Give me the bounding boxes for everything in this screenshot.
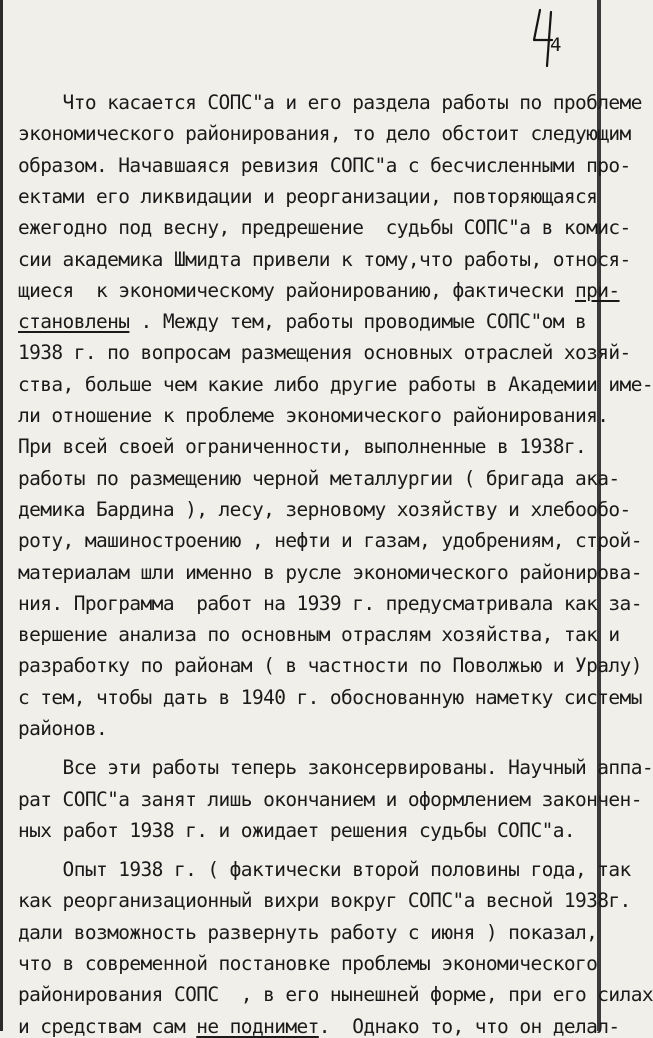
typed-page-number: 4 xyxy=(550,34,562,56)
text-line: районирования СОПС , в его нынешней форме, при его силах xyxy=(18,983,653,1006)
text-line: рат СОПС"а занят лишь окончанием и оформлением закончен- xyxy=(18,788,642,811)
underlined-text: при- xyxy=(575,279,620,302)
text-line: ства, больше чем какие либо другие работы в Академии име- xyxy=(18,373,653,396)
text-line: образом. Начавшаяся ревизия СОПС"а с бесчисленными про- xyxy=(18,154,631,177)
text-line: роту, машиностроению , нефти и газам, удобрениям, строй- xyxy=(18,529,642,552)
text-line xyxy=(18,1017,620,1037)
text-line: работы по размещению черной металлургии ( бригада ака- xyxy=(18,467,620,490)
text-line xyxy=(18,312,586,332)
text-line: разработку по районам ( в частности по Поволжью и Уралу) xyxy=(18,654,642,677)
underlined-text: не поднимет xyxy=(196,1015,319,1038)
text-segment: . Между тем, работы проводимые СОПС"ом в xyxy=(129,310,587,333)
text-line: ных работ 1938 г. и ожидает решения судьбы СОПС"а. xyxy=(18,819,575,842)
text-line: сии академика Шмидта привели к тому,что работы, относя- xyxy=(18,248,631,271)
text-line: ежегодно под весну, предрешение судьбы СОПС"а в комис- xyxy=(18,216,631,239)
text-line: Все эти работы теперь законсервированы. Научный аппа- xyxy=(18,756,653,779)
text-line: материалам шли именно в русле экономического районирова- xyxy=(18,561,642,584)
text-line: ния. Программа работ на 1939 г. предусматривала как за- xyxy=(18,592,642,615)
scan-edge-left xyxy=(0,0,3,1031)
text-line: При всей своей ограниченности, выполненные в 1938г. xyxy=(18,435,587,458)
text-line: Что касается СОПС"а и его раздела работы по проблеме xyxy=(18,91,642,114)
text-line xyxy=(18,281,620,301)
text-line: 1938 г. по вопросам размещения основных отраслей хозяй- xyxy=(18,341,631,364)
page-number xyxy=(530,6,590,76)
text-line: что в современной постановке проблемы экономического xyxy=(18,952,598,975)
text-segment: и средствам сам xyxy=(18,1015,197,1038)
text-segment: . Однако то, что он делал- xyxy=(318,1015,620,1038)
text-line: дали возможность развернуть работу с июня ) показал, xyxy=(18,921,598,944)
text-line: вершение анализа по основным отраслям хозяйства, так и xyxy=(18,623,620,646)
text-line: демика Бардина ), лесу, зерновому хозяйству и хлебообо- xyxy=(18,498,631,521)
text-line: ектами его ликвидации и реорганизации, повторяющаяся xyxy=(18,185,598,208)
text-line: Опыт 1938 г. ( фактически второй половины года, так xyxy=(18,858,631,881)
text-segment: щиеся к экономическому районированию, фактически xyxy=(18,279,575,302)
text-line: с тем, чтобы дать в 1940 г. обоснованную наметку системы xyxy=(18,686,642,709)
underlined-text: становлены xyxy=(18,310,130,333)
text-line: ли отношение к проблеме экономического районирования. xyxy=(18,404,609,427)
text-line: экономического районирования, то дело обстоит следующим xyxy=(18,122,631,145)
text-line: как реорганизационный вихри вокруг СОПС"а весной 1938г. xyxy=(18,889,631,912)
text-line: районов. xyxy=(18,717,108,740)
